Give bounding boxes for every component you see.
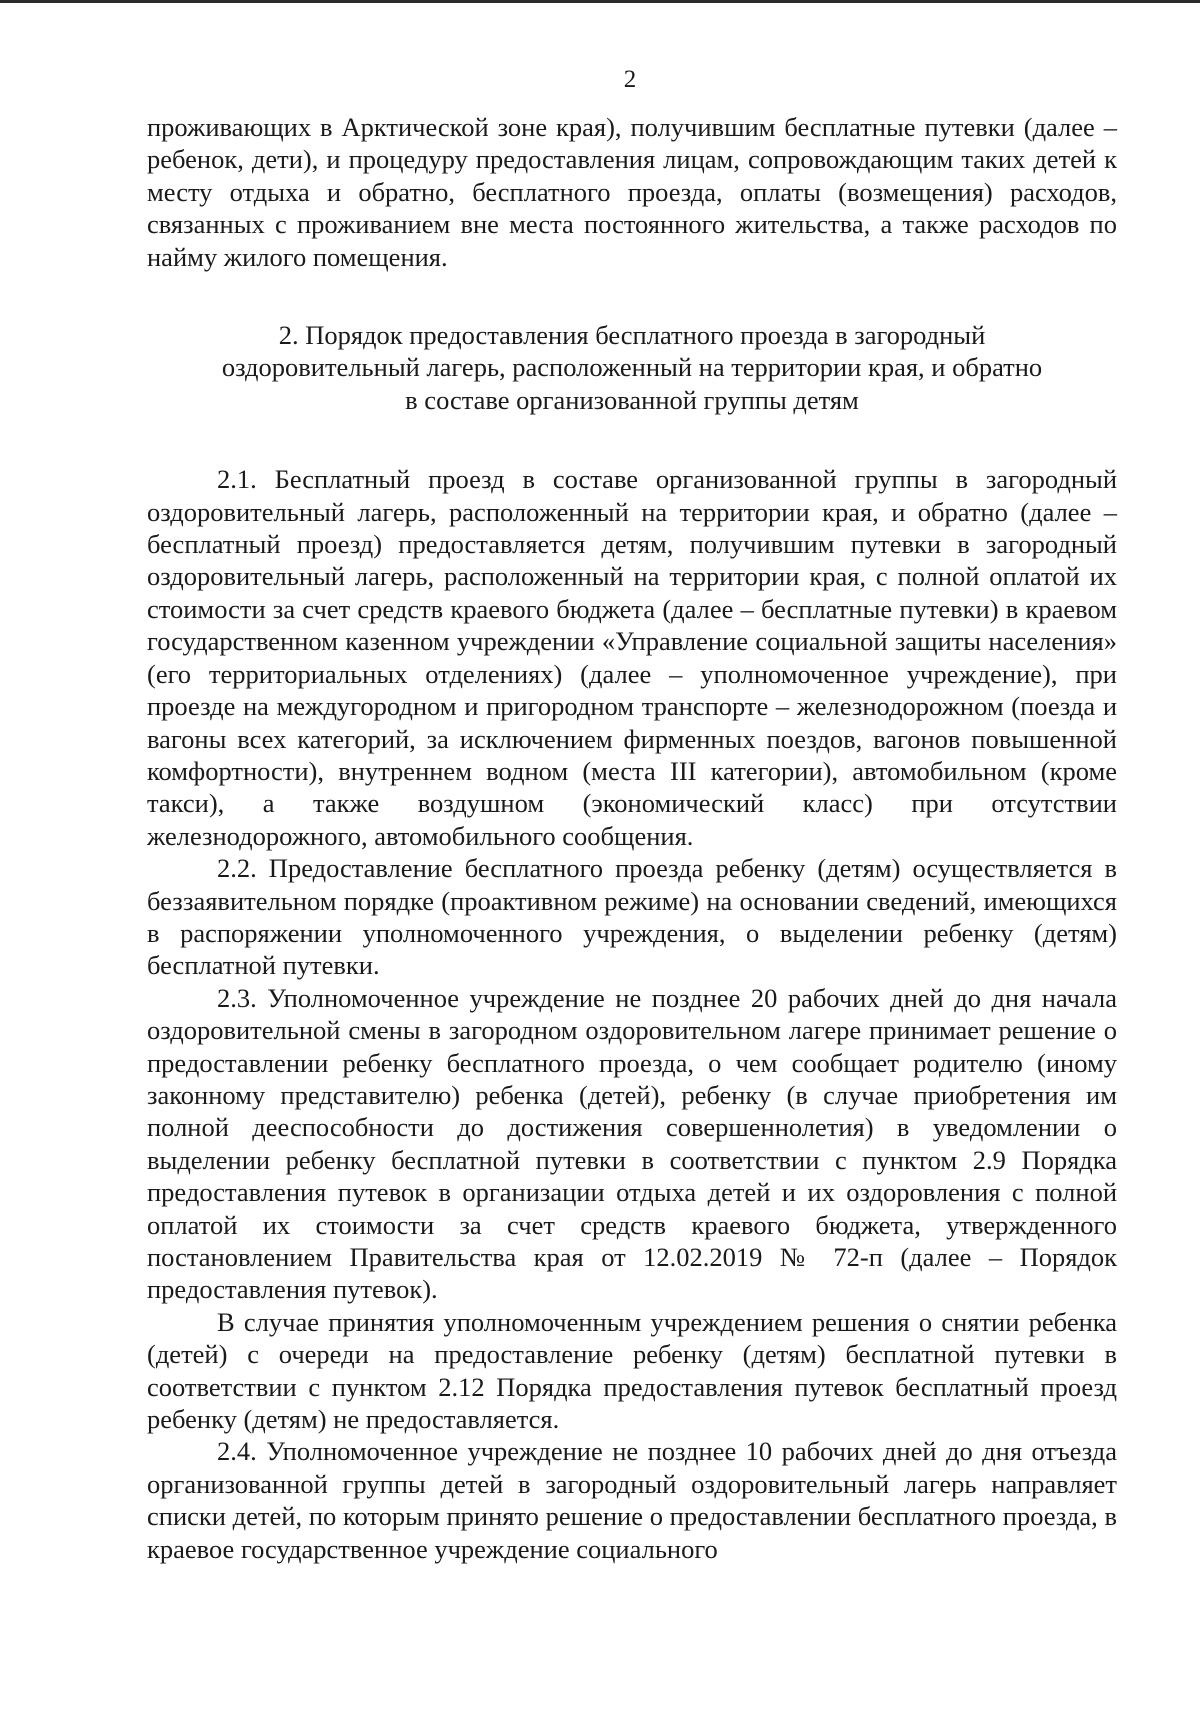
clause-2-3: 2.3. Уполномоченное учреждение не позднее 20 рабочих дней до дня начала оздоровительной смены в загородном оздоровительном лагере принимает решение о предоставлении ребенку бесплатного проезда, о чем сообщает родителю (иному законному представителю) ребенка (детей), ребенку (в случае приобретения им полной дееспособности до достижения совершеннолетия) в уведомлении о выделении ребенку бесплатной путевки в соответствии с пунктом 2.9 Порядка предоставления путевок в организации отдыха детей и их оздоровления с полной оплатой их стоимости за счет средств краевого бюджета, утвержденного постановлением Правительства края от 12.02.2019 № 72-п (далее – Порядок предоставления путевок). [147, 982, 1117, 1305]
section-heading-line: оздоровительный лагерь, расположенный на территории края, и обратно [221, 352, 1043, 383]
clause-2-4: 2.4. Уполномоченное учреждение не позднее 10 рабочих дней до дня отъезда организованной группы детей в загородный оздоровительный лагерь направляет списки детей, по которым принято решение о предоставлении бесплатного проезда, в краевое государственное учреждение социального [147, 1436, 1117, 1564]
scan-top-edge [0, 0, 1200, 3]
section-heading-line: 2. Порядок предоставления бесплатного проезда в загородный [278, 320, 986, 351]
section-heading [147, 319, 1117, 416]
page-number: 2 [623, 66, 637, 93]
clause-2-3-continuation: В случае принятия уполномоченным учреждением решения о снятии ребенка (детей) с очереди на предоставление ребенку (детям) бесплатной путевки в соответствии с пунктом 2.12 Порядка предоставления путевок бесплатный проезд ребенку (детям) не предоставляется. [147, 1306, 1117, 1435]
clause-2-1: 2.1. Бесплатный проезд в составе организованной группы в загородный оздоровительный лагерь, расположенный на территории края, и обратно (далее – бесплатный проезд) предоставляется детям, получившим путевки в загородный оздоровительный лагерь, расположенный на территории края, с полной оплатой их стоимости за счет средств краевого бюджета (далее – бесплатные путевки) в краевом государственном казенном учреждении «Управление социальной защиты населения» (его территориальных отделениях) (далее – уполномоченное учреждение), при проезде на междугородном и пригородном транспорте – железнодорожном (поезда и вагоны всех категорий, за исключением фирменных поездов, вагонов повышенной комфортности), внутреннем водном (места III категории), автомобильном (кроме такси), а также воздушном (экономический класс) при отсутствии железнодорожного, автомобильного сообщения. [147, 464, 1117, 851]
clause-2-2: 2.2. Предоставление бесплатного проезда ребенку (детям) осуществляется в беззаявительном порядке (проактивном режиме) на основании сведений, имеющихся в распоряжении уполномоченного учреждения, о выделении ребенку (детям) бесплатной путевки. [147, 853, 1117, 981]
document-body [147, 111, 1117, 1565]
intro-paragraph: проживающих в Арктической зоне края), получившим бесплатные путевки (далее – ребенок, дети), и процедуру предоставления лицам, сопровождающим таких детей к месту отдыха и обратно, бесплатного проезда, оплаты (возмещения) расходов, связанных с проживанием вне места постоянного жительства, а также расходов по найму жилого помещения. [147, 112, 1117, 272]
section-heading-line: в составе организованной группы детям [405, 384, 859, 415]
